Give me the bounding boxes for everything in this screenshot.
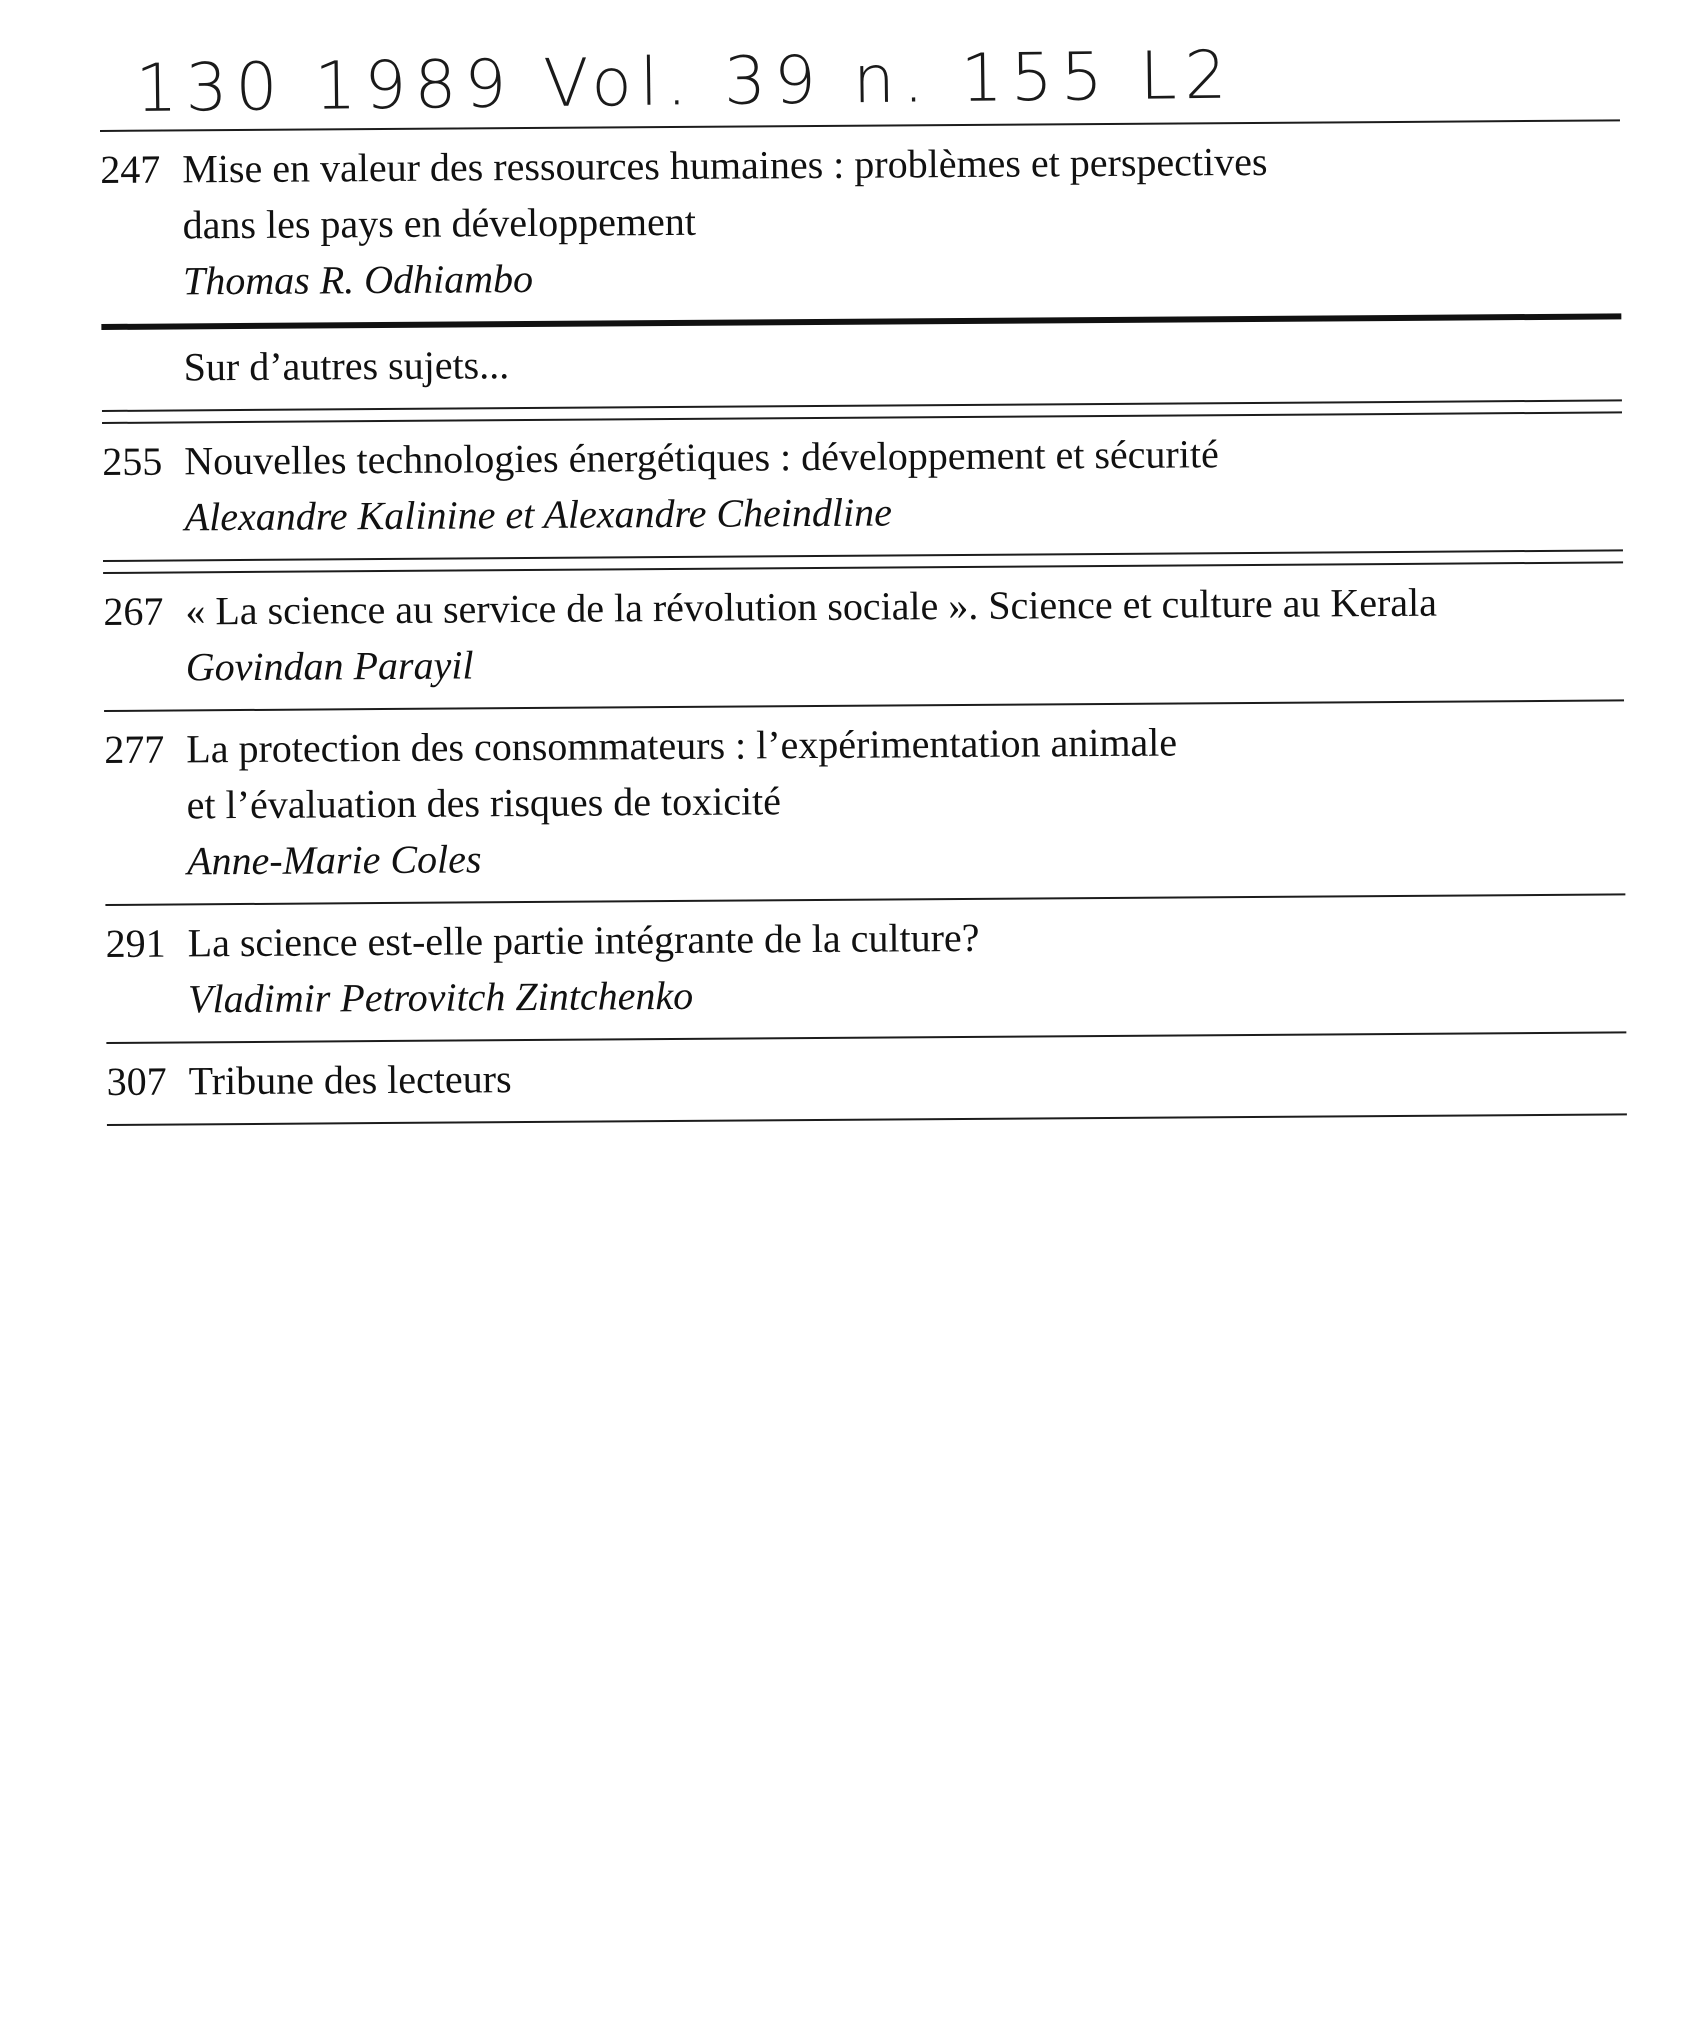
toc-entry-307 xyxy=(106,1033,1627,1124)
entry-content xyxy=(185,573,1624,695)
entry-content xyxy=(186,711,1625,889)
entry-title-line: Nouvelles technologies énergétiques : développement et sécurité xyxy=(184,431,1219,484)
entry-title-line: « La science au service de la révolution sociale ». Science et culture au Kerala xyxy=(185,579,1438,634)
entry-content xyxy=(182,131,1621,309)
toc-entry-267 xyxy=(103,563,1624,710)
page-number: 291 xyxy=(105,920,166,966)
table-of-contents xyxy=(100,119,1627,1126)
entry-title-line: Tribune des lecteurs xyxy=(188,1056,512,1104)
entry-author: Alexandre Kalinine et Alexandre Cheindline xyxy=(184,489,893,540)
entry-title-line: La science est-elle partie intégrante de la culture? xyxy=(187,914,980,966)
toc-entry-247 xyxy=(100,121,1621,324)
entry-content xyxy=(187,905,1626,1027)
page-number: 247 xyxy=(100,146,161,192)
entry-content xyxy=(188,1043,1626,1109)
toc-entry-277 xyxy=(104,701,1625,904)
toc-entry-255 xyxy=(102,413,1623,560)
toc-entry-291 xyxy=(105,895,1626,1042)
page-number: 267 xyxy=(103,588,164,634)
page-number: 277 xyxy=(104,726,165,772)
entry-author: Anne-Marie Coles xyxy=(186,836,482,884)
entry-title-line: et l’évaluation des risques de toxicité xyxy=(186,778,782,828)
entry-author: Govindan Parayil xyxy=(185,642,474,690)
entry-content xyxy=(184,423,1623,545)
entry-title-line: dans les pays en développement xyxy=(182,198,696,248)
entry-author: Vladimir Petrovitch Zintchenko xyxy=(187,972,694,1022)
page-number: 255 xyxy=(102,438,163,484)
page-number: 307 xyxy=(106,1058,167,1104)
handwritten-annotation: 130 1989 Vol. 39 n. 155 L2 xyxy=(135,36,1235,127)
entry-author: Thomas R. Odhiambo xyxy=(182,255,534,304)
entry-title-line: Mise en valeur des ressources humaines : problèmes et perspectives xyxy=(182,138,1268,192)
entry-title-line: La protection des consommateurs : l’expérimentation animale xyxy=(186,719,1178,772)
section-heading-row xyxy=(101,319,1622,410)
section-heading: Sur d’autres sujets... xyxy=(183,342,510,390)
